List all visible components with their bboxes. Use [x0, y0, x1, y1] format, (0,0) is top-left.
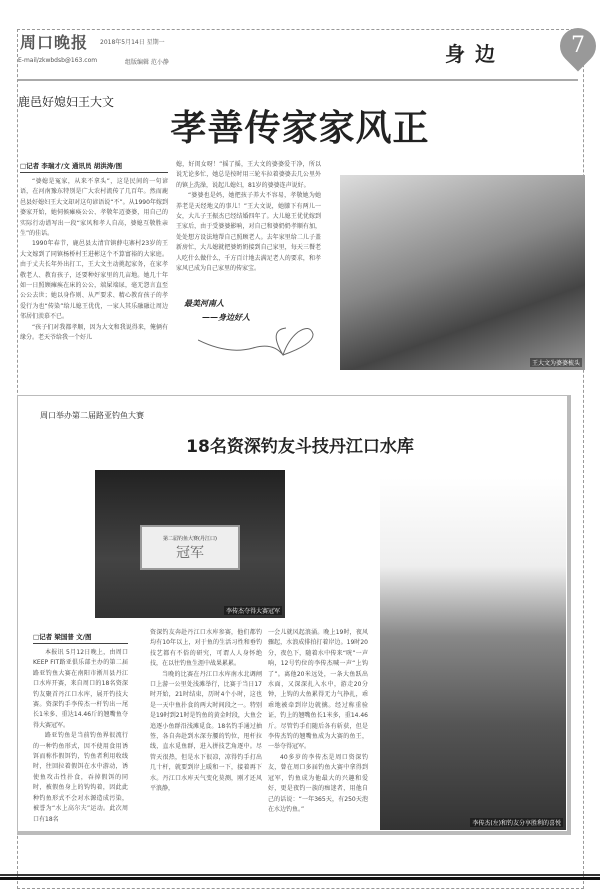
article2-col1 — [33, 632, 128, 825]
paragraph: 资深钓友奔赴丹江口水库参赛，他们都钓均有10年以上，对于鱼的生活习性和垂钓技艺都有不俗的研究，可谓人人身怀绝技，在以往钓鱼生涯中战果累累。 — [150, 629, 262, 668]
paragraph: 路亚钓鱼是当前钓鱼界很流行的一种钓鱼形式，因不使用食用诱饵而称作假饵钓，钓鱼者利用收线时，往回拉着假饵在水中游动，诱使鱼攻击性扑食，吞掉假饵的同时，被假鱼身上的钩钩着，因此此种钓鱼形式不会对水源造成污染，被誉为“水上高尔夫”运动。此次周口有18名 — [33, 732, 128, 823]
calligraphy-line: ——身边好人 — [202, 312, 250, 322]
article2-kicker: 周口举办第二届路亚钓鱼大赛 — [40, 411, 144, 420]
header-divider — [18, 79, 578, 81]
photo-caption: 王大文为婆婆梳头 — [531, 360, 580, 367]
masthead-logo: 周口晚报 — [20, 33, 89, 52]
contact-email: E-mail/zkwbdsb@163.com — [18, 57, 98, 64]
article1-col2 — [176, 160, 321, 274]
paragraph: 一会儿就风起浪涌。晚上19时，夜风骤起，水浪成排拍打着岸边。19时20分，夜色下，随着水中传来“咣”一声响，12号钓位的李传杰喊一声“上钩了”。离他20米远处，一条大鱼跃出水面，又深深扎入水中，游走20分钟，上钩的大鱼累得无力气挣扎，乖乖地被牵到岸边就擒。经过称重验证，钓上的翘嘴鱼长1米多，重14.46斤。尽管钓手们随后各有斩获，但是李传杰钓的翘嘴鱼成为大赛的鱼王，一举夺得冠军。 — [268, 629, 368, 751]
article1-kicker: 鹿邑好媳妇王大文 — [18, 95, 115, 109]
article2-byline: □记者 梁国普 文/图 — [33, 632, 128, 644]
calligraphy-banner — [178, 298, 318, 360]
heart-ribbon-icon — [198, 320, 318, 360]
paragraph: “婆婆也是妈，她把孩子养大不容易，孝敬她为她养老是天经地义的事儿！”王大文说，她膝下有两儿一女，大儿子王振杰已经结婚四年了。大儿媳王优优嫁到王家后，由于受婆婆影响，对自己和婆奶奶孝顺有加，处处想方设法地帮自己照顾老人。去年家里给二儿子盖新房忙，大儿媳就把婆奶奶接到自己家里，每天三餐老人吃什么做什么，千方百计地去满足老人的要求，和孝家风已成为自己家里的传家宝。 — [176, 192, 321, 273]
article1-title: 孝善传家家风正 — [170, 107, 430, 149]
layout-editor: 组版编辑 范小静 — [125, 59, 169, 66]
article1-byline: □记者 李瑞才/文 通讯员 胡洪涛/图 — [20, 161, 168, 173]
champion-photo — [95, 470, 285, 618]
photo-caption: 李传杰(左)和钓友分享胜利的喜悦 — [472, 820, 561, 827]
article2-col3 — [268, 628, 368, 815]
certificate-heading: 第二届钓鱼大赛(丹江口) — [163, 536, 217, 542]
paragraph: “孩子们对我都孝顺，因为大文和我说得来，俺俩有缘分。老天爷给我一个好儿 — [20, 323, 168, 342]
paragraph: 媳，好闺女呀！”摇了摇，王大文的婆婆爱干净，所以说无论多忙，她总是按时用三轮车拉着婆婆去几公里外的镇上洗澡，说起儿媳妇，81岁的婆婆连声说好。 — [176, 161, 321, 189]
section-name: 身边 — [445, 42, 505, 66]
paragraph: “婆媳是冤家，从来不拿头”，这是民间的一句谚语，在河南豫东特别是广大农村流传了几百年。然而鹿邑县好媳妇王大文却对这句谚语说“不”。从1990年嫁到婆家开始，她伺候瘫痪公公、孝敬年迈婆婆，用自己的实际行动谱写出一段“家风和孝人自高，婆媳互敬胜亲生”的佳话。 — [20, 178, 168, 238]
article1-col1 — [20, 161, 168, 344]
article2-title: 18名资深钓友斗技丹江口水库 — [186, 437, 414, 457]
page-number: 7 — [571, 33, 585, 58]
paragraph: 1990年春节，鹿邑县太清宫镇薛屯寨村23岁的王大文嫁到了同镇杨桥村王进彬这个不算富裕的大家庭。由于丈夫长年外出打工，王大文主动挑起家务，在家孝敬老人、教育孩子，还要种好家里的几亩地。她几十年如一日照顾瘫痪在床的公公，端屎端尿，毫无怨言直至公公去世；她以身作则、从严要求、精心教育孩子的孝爱行为也“传染”给儿媳王优优，一家人其乐融融让周边邻居们羡慕不已。 — [20, 240, 168, 321]
article1-photo — [340, 175, 585, 370]
certificate-text: 冠军 — [176, 545, 204, 561]
paragraph: 本报讯 5月12日晚上，由周口KEEP FIT路亚俱乐部主办的第二届路亚钓鱼大赛在南阳市淅川县丹江口水库开赛，来自周口的18名资深钓友聚首丹江口水库，展开钓技大赛。资深钓手李传杰一杆钓出一尾长1米多、重达14.46斤的翘嘴鱼夺得大赛冠军。 — [33, 649, 128, 729]
photo-caption: 李传杰夺得大赛冠军 — [225, 608, 280, 615]
footer-rules — [0, 874, 600, 880]
champion-certificate — [140, 525, 240, 570]
issue-date: 2018年5月14日 星期一 — [100, 39, 165, 46]
calligraphy-line: 最美河南人 — [184, 298, 224, 308]
article2-col2 — [150, 628, 262, 795]
paragraph: 当晚的比赛在丹江口水库南水北调闸口上游一公里处浅滩举行，比赛于当日17时开始，21时结束，历时4个小时，这也是一天中鱼扑食的两大时间段之一。特别是19时到21时是钓鱼的黄金时段，大鱼会追逐小鱼群沿浅滩觅食。18名钓手通过抽签，各自奔赴到水深夯腰的钓位，甩杆拉线，直水觅鱼群，进入拼技艺角逐中。尽管天很热，但是水下很凉，凉得钓手打出几十杆，就要到岸上暖和一下，接着再下水。丹江口水库天气变化莫测，刚才还风平浪静， — [150, 670, 262, 793]
paragraph: 40多岁的李传杰是周口资深钓友，曾在周口多届钓鱼大赛中拿得到冠军，钓鱼成为他最大的兴趣和爱好，更是夜钓一族的痴迷者，用他自己的话说：“一年365天，有250天泡在水边钓鱼。” — [268, 753, 368, 813]
winners-photo — [380, 478, 566, 830]
page-number-badge — [553, 21, 600, 72]
